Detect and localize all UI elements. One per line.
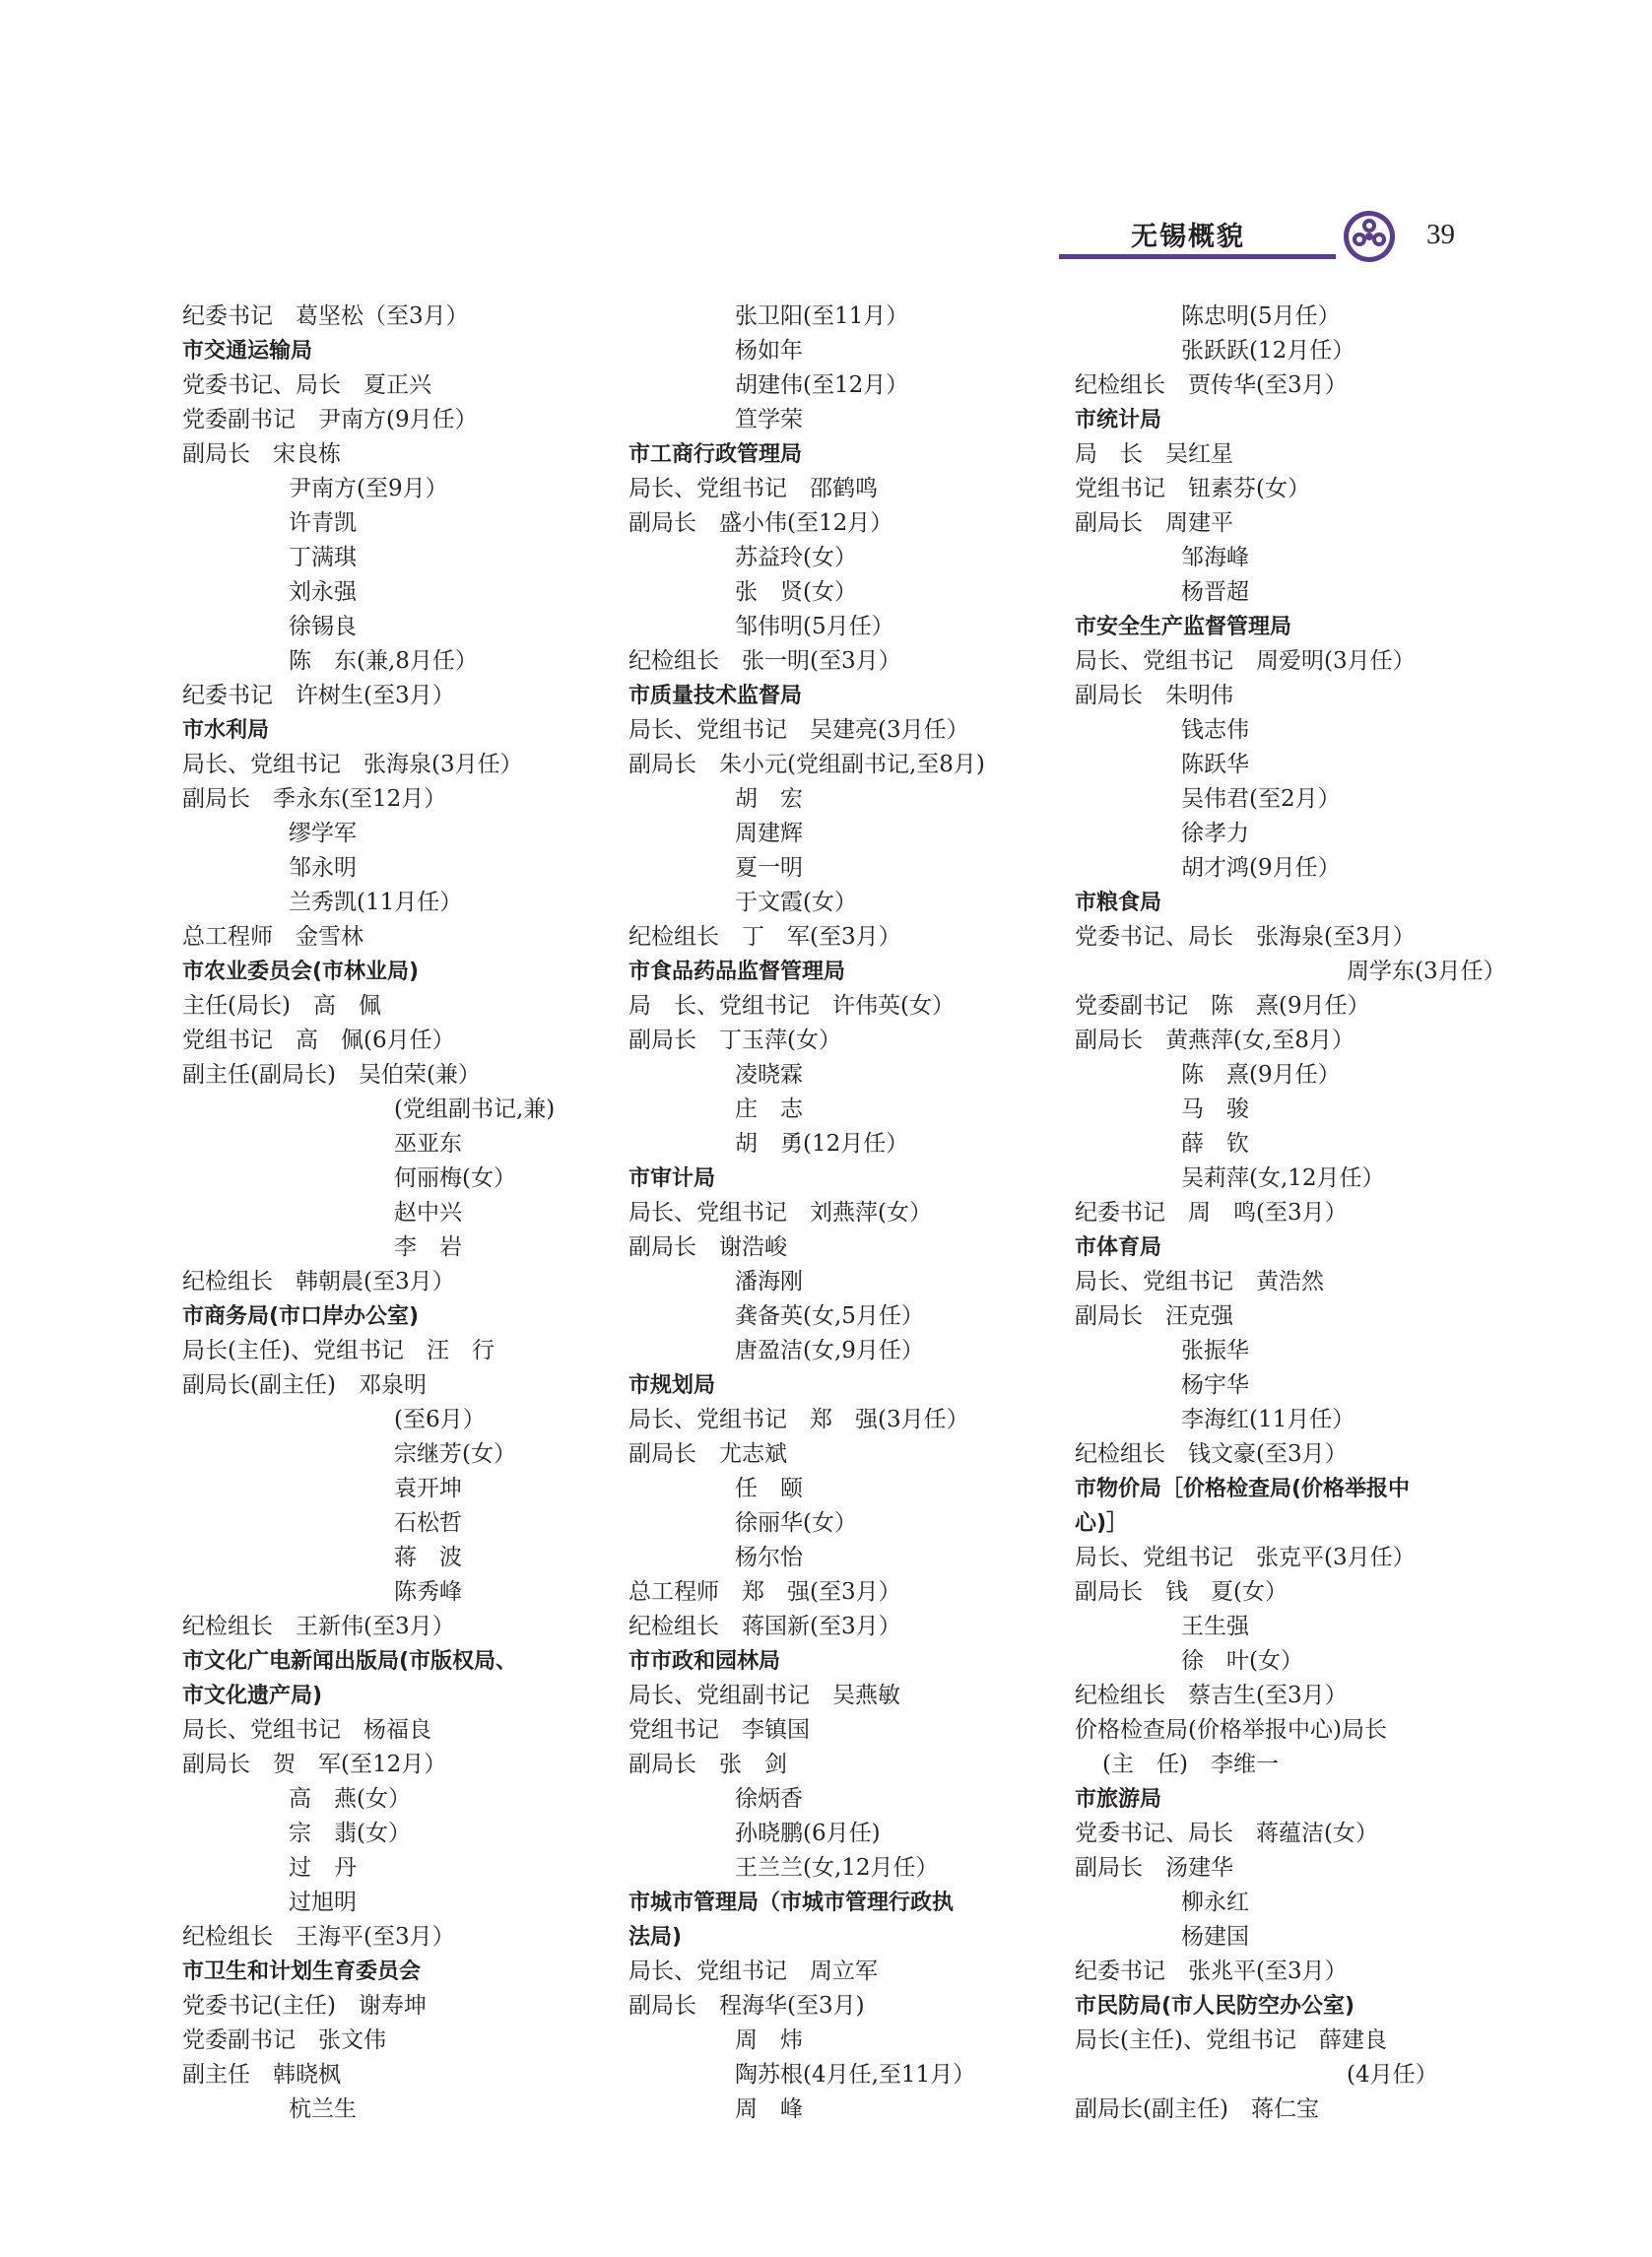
entry-line: 局长、党组书记 张克平(3月任） <box>1075 1545 1416 1570</box>
entry-line: 周建辉 <box>735 821 803 846</box>
entry-line: 陈 东(兼,8月任） <box>289 648 478 674</box>
entry-line: 党委书记、局长 蒋蕴洁(女） <box>1075 1821 1378 1846</box>
entry-line: 徐孝力 <box>1181 821 1249 846</box>
entry-line: 副局长 程海华(至3月) <box>628 1993 865 2019</box>
entry-line: 宗继芳(女） <box>394 1441 516 1467</box>
entry-line: 局长、党组书记 邵鹤鸣 <box>628 476 878 501</box>
entry-line: 陶苏根(4月任,至11月） <box>735 2062 976 2088</box>
entry-line: 杨晋超 <box>1181 579 1249 605</box>
entry-line: 副局长 盛小伟(至12月） <box>628 510 893 536</box>
entry-line: 丁满琪 <box>289 545 357 570</box>
section-heading: 市交通运输局 <box>182 339 313 364</box>
entry-line: 薛 钦 <box>1181 1131 1249 1157</box>
entry-line: 邹海峰 <box>1181 545 1249 570</box>
entry-line: 局长、党组书记 黄浩然 <box>1075 1269 1324 1294</box>
entry-line: 邹伟明(5月任） <box>735 614 894 639</box>
entry-line: 副局长 朱小元(党组副书记,至8月) <box>628 752 985 777</box>
entry-line: 纪检组长 贾传华(至3月） <box>1075 372 1348 398</box>
entry-line: 周 炜 <box>735 2027 803 2053</box>
entry-line: 巫亚东 <box>394 1131 462 1157</box>
section-heading: 市卫生和计划生育委员会 <box>182 1959 422 1984</box>
entry-line: 局长、党组副书记 吴燕敏 <box>628 1683 900 1708</box>
entry-line: 局长(主任)、党组书记 汪 行 <box>182 1338 495 1363</box>
entry-line: 徐丽华(女） <box>735 1510 857 1536</box>
column-3 <box>1075 299 1508 2127</box>
entry-line: 杨宇华 <box>1181 1372 1249 1398</box>
entry-line: 张跃跃(12月任） <box>1181 338 1355 364</box>
entry-line: 纪检组长 蔡吉生(至3月） <box>1075 1683 1348 1708</box>
entry-line: 副局长 季永东(至12月） <box>182 786 447 812</box>
entry-line: 邹永明 <box>289 855 357 881</box>
section-heading: 市质量技术监督局 <box>628 684 803 708</box>
entry-line: 杭兰生 <box>289 2096 357 2122</box>
entry-line: 许青凯 <box>289 510 357 536</box>
entry-line: 局 长、党组书记 许伟英(女） <box>628 993 955 1019</box>
entry-line: 党委副书记 尹南方(9月任） <box>182 407 478 432</box>
entry-line: 副局长 丁玉萍(女） <box>628 1028 841 1053</box>
section-heading: 市规划局 <box>628 1373 716 1398</box>
entry-line: 柳永红 <box>1181 1890 1249 1915</box>
entry-line: 袁开坤 <box>394 1476 462 1501</box>
entry-line: 党组书记 高 佩(6月任） <box>182 1028 455 1053</box>
entry-line: 局长、党组书记 周立军 <box>628 1958 878 1984</box>
entry-line: 副局长 汤建华 <box>1075 1855 1233 1881</box>
entry-line: 副主任(副局长) 吴伯荣(兼） <box>182 1062 481 1088</box>
entry-line: 于文霞(女） <box>735 890 857 915</box>
section-heading: 市体育局 <box>1075 1235 1162 1260</box>
entry-line: 纪检组长 王新伟(至3月） <box>182 1614 455 1639</box>
entry-line: 李 岩 <box>394 1234 462 1260</box>
section-heading: 市食品药品监督管理局 <box>628 960 846 984</box>
entry-line: 杨尔怡 <box>735 1545 803 1570</box>
entry-line: 高 燕(女） <box>289 1786 411 1812</box>
section-heading: 市物价局［价格检查局(价格举报中 <box>1075 1477 1411 1501</box>
section-title: 无锡概貌 <box>1131 222 1245 252</box>
entry-line: 局长、党组书记 张海泉(3月任） <box>182 752 523 777</box>
entry-line: 徐 叶(女） <box>1181 1648 1303 1674</box>
page-number: 39 <box>1426 219 1455 250</box>
entry-line: 副局长 黄燕萍(女,至8月） <box>1075 1028 1355 1053</box>
entry-line: 苏益玲(女） <box>735 545 857 570</box>
entry-line: 总工程师 郑 强(至3月） <box>628 1579 901 1605</box>
entry-line: (党组副书记,兼) <box>394 1096 556 1122</box>
entry-line: 陈跃华 <box>1181 752 1249 777</box>
entry-line: 王兰兰(女,12月任） <box>735 1855 939 1881</box>
entry-line: 胡才鸿(9月任） <box>1181 855 1341 881</box>
entry-line: 纪委书记 许树生(至3月） <box>182 683 455 708</box>
entry-line: 纪检组长 蒋国新(至3月） <box>628 1614 901 1639</box>
entry-line: 张 贤(女） <box>735 579 857 605</box>
entry-line: 胡建伟(至12月） <box>735 372 909 398</box>
entry-line: 杨建国 <box>1181 1924 1249 1950</box>
section-heading: 市市政和园林局 <box>628 1649 781 1674</box>
section-heading: 市统计局 <box>1075 408 1162 432</box>
entry-line: 张振华 <box>1181 1338 1249 1363</box>
entry-line: 局长、党组书记 吴建亮(3月任） <box>628 717 969 743</box>
section-heading: 市工商行政管理局 <box>628 442 803 467</box>
entry-line: 陈忠明(5月任） <box>1181 303 1341 329</box>
entry-line: 副局长 宋良栋 <box>182 441 341 467</box>
entry-line: 潘海刚 <box>735 1269 803 1294</box>
entry-line: 纪检组长 张一明(至3月） <box>628 648 901 674</box>
section-heading: 市农业委员会(市林业局) <box>182 960 420 984</box>
entry-line: 夏一明 <box>735 855 803 881</box>
entry-line: 副局长 汪克强 <box>1075 1303 1233 1329</box>
entry-line: 凌晓霖 <box>735 1062 803 1088</box>
entry-line: 吴莉萍(女,12月任） <box>1181 1165 1385 1191</box>
entry-line: 孙晓鹏(6月任) <box>735 1821 881 1846</box>
entry-line: 党委副书记 张文伟 <box>182 2027 386 2053</box>
entry-line: 局长(主任)、党组书记 薛建良 <box>1075 2027 1387 2053</box>
entry-line: 纪委书记 周 鸣(至3月） <box>1075 1200 1348 1226</box>
entry-line: 纪检组长 韩朝晨(至3月） <box>182 1269 455 1294</box>
entry-line: 副局长(副主任) 蒋仁宝 <box>1075 2096 1319 2122</box>
entry-line: (4月任） <box>1347 2062 1438 2088</box>
column-1 <box>182 299 616 2127</box>
entry-line: 副局长 谢浩峻 <box>628 1234 787 1260</box>
entry-line: 何丽梅(女） <box>394 1165 516 1191</box>
entry-line: 刘永强 <box>289 579 357 605</box>
entry-line: 周 峰 <box>735 2096 803 2122</box>
section-heading: 市安全生产监督管理局 <box>1075 615 1292 639</box>
entry-line: 庄 志 <box>735 1096 803 1122</box>
section-heading: 市民防局(市人民防空办公室) <box>1075 1994 1355 2019</box>
entry-line: 纪委书记 葛坚松（至3月） <box>182 303 469 329</box>
entry-line: 赵中兴 <box>394 1200 462 1226</box>
entry-line: 任 颐 <box>735 1476 803 1501</box>
entry-line: 党组书记 钮素芬(女） <box>1075 476 1310 501</box>
entry-line: 王生强 <box>1181 1614 1249 1639</box>
section-heading: 心)］ <box>1075 1511 1129 1536</box>
entry-line: 尹南方(至9月） <box>289 476 448 501</box>
entry-line: (至6月） <box>394 1407 486 1432</box>
entry-line: 马 骏 <box>1181 1096 1249 1122</box>
entry-line: 周学东(3月任） <box>1347 959 1506 984</box>
entry-line: 纪检组长 钱文豪(至3月） <box>1075 1441 1348 1467</box>
section-heading: 市文化遗产局) <box>182 1684 323 1708</box>
entry-line: 副局长 尤志斌 <box>628 1441 787 1467</box>
entry-line: 党委书记、局长 夏正兴 <box>182 372 431 398</box>
entry-line: 党委副书记 陈 熹(9月任） <box>1075 993 1370 1019</box>
entry-line: 党组书记 李镇国 <box>628 1717 810 1743</box>
entry-line: 总工程师 金雪林 <box>182 924 363 950</box>
entry-line: 局长、党组书记 郑 强(3月任） <box>628 1407 969 1432</box>
header-rule <box>1059 254 1336 259</box>
entry-line: 局长、党组书记 周爱明(3月任） <box>1075 648 1416 674</box>
entry-line: 石松哲 <box>394 1510 462 1536</box>
entry-line: 纪委书记 张兆平(至3月） <box>1075 1958 1348 1984</box>
entry-line: 副局长 钱 夏(女） <box>1075 1579 1288 1605</box>
entry-line: 李海红(11月任） <box>1181 1407 1355 1432</box>
entry-line: 吴伟君(至2月） <box>1181 786 1341 812</box>
entry-line: 徐炳香 <box>735 1786 803 1812</box>
entry-line: 局长、党组书记 刘燕萍(女） <box>628 1200 932 1226</box>
entry-line: 胡 勇(12月任） <box>735 1131 909 1157</box>
entry-line: 过旭明 <box>289 1890 357 1915</box>
section-heading: 市商务局(市口岸办公室) <box>182 1304 420 1329</box>
entry-line: 主任(局长) 高 佩 <box>182 993 381 1019</box>
entry-line: 副局长 朱明伟 <box>1075 683 1233 708</box>
entry-line: 副局长 贺 军(至12月） <box>182 1752 447 1777</box>
entry-line: 杨如年 <box>735 338 803 364</box>
entry-line: 龚备英(女,5月任） <box>735 1303 924 1329</box>
entry-line: 党委书记、局长 张海泉(至3月） <box>1075 924 1416 950</box>
entry-line: 笪学荣 <box>735 407 803 432</box>
entry-line: 党委书记(主任) 谢寿坤 <box>182 1993 427 2019</box>
entry-line: 局长、党组书记 杨福良 <box>182 1717 431 1743</box>
entry-line: 过 丹 <box>289 1855 357 1881</box>
entry-line: 陈 熹(9月任） <box>1181 1062 1341 1088</box>
column-2 <box>628 299 1062 2127</box>
entry-line: 蒋 波 <box>394 1545 462 1570</box>
entry-line: 副局长 张 剑 <box>628 1752 787 1777</box>
entry-line: 唐盈洁(女,9月任） <box>735 1338 924 1363</box>
entry-line: 缪学军 <box>289 821 357 846</box>
entry-line: 宗 翡(女） <box>289 1821 411 1846</box>
section-heading: 市文化广电新闻出版局(市版权局、 <box>182 1649 518 1674</box>
entry-line: 钱志伟 <box>1181 717 1249 743</box>
entry-line: 副局长 周建平 <box>1075 510 1233 536</box>
entry-line: (主 任) 李维一 <box>1102 1752 1279 1777</box>
city-emblem-icon <box>1342 209 1397 264</box>
entry-line: 副局长(副主任) 邓泉明 <box>182 1372 427 1398</box>
entry-line: 价格检查局(价格举报中心)局长 <box>1075 1717 1387 1743</box>
entry-line: 纪检组长 丁 军(至3月） <box>628 924 901 950</box>
entry-line: 副主任 韩晓枫 <box>182 2062 341 2088</box>
entry-line: 陈秀峰 <box>394 1579 462 1605</box>
entry-line: 兰秀凯(11月任） <box>289 890 463 915</box>
entry-line: 纪检组长 王海平(至3月） <box>182 1924 455 1950</box>
section-heading: 市粮食局 <box>1075 891 1162 915</box>
entry-line: 局 长 吴红星 <box>1075 441 1233 467</box>
section-heading: 市城市管理局（市城市管理行政执 <box>628 1891 955 1915</box>
section-heading: 市水利局 <box>182 718 270 743</box>
section-heading: 市审计局 <box>628 1166 716 1191</box>
entry-line: 张卫阳(至11月） <box>735 303 909 329</box>
entry-line: 胡 宏 <box>735 786 803 812</box>
section-heading: 市旅游局 <box>1075 1787 1162 1812</box>
entry-line: 徐锡良 <box>289 614 357 639</box>
section-heading: 法局) <box>628 1925 683 1950</box>
